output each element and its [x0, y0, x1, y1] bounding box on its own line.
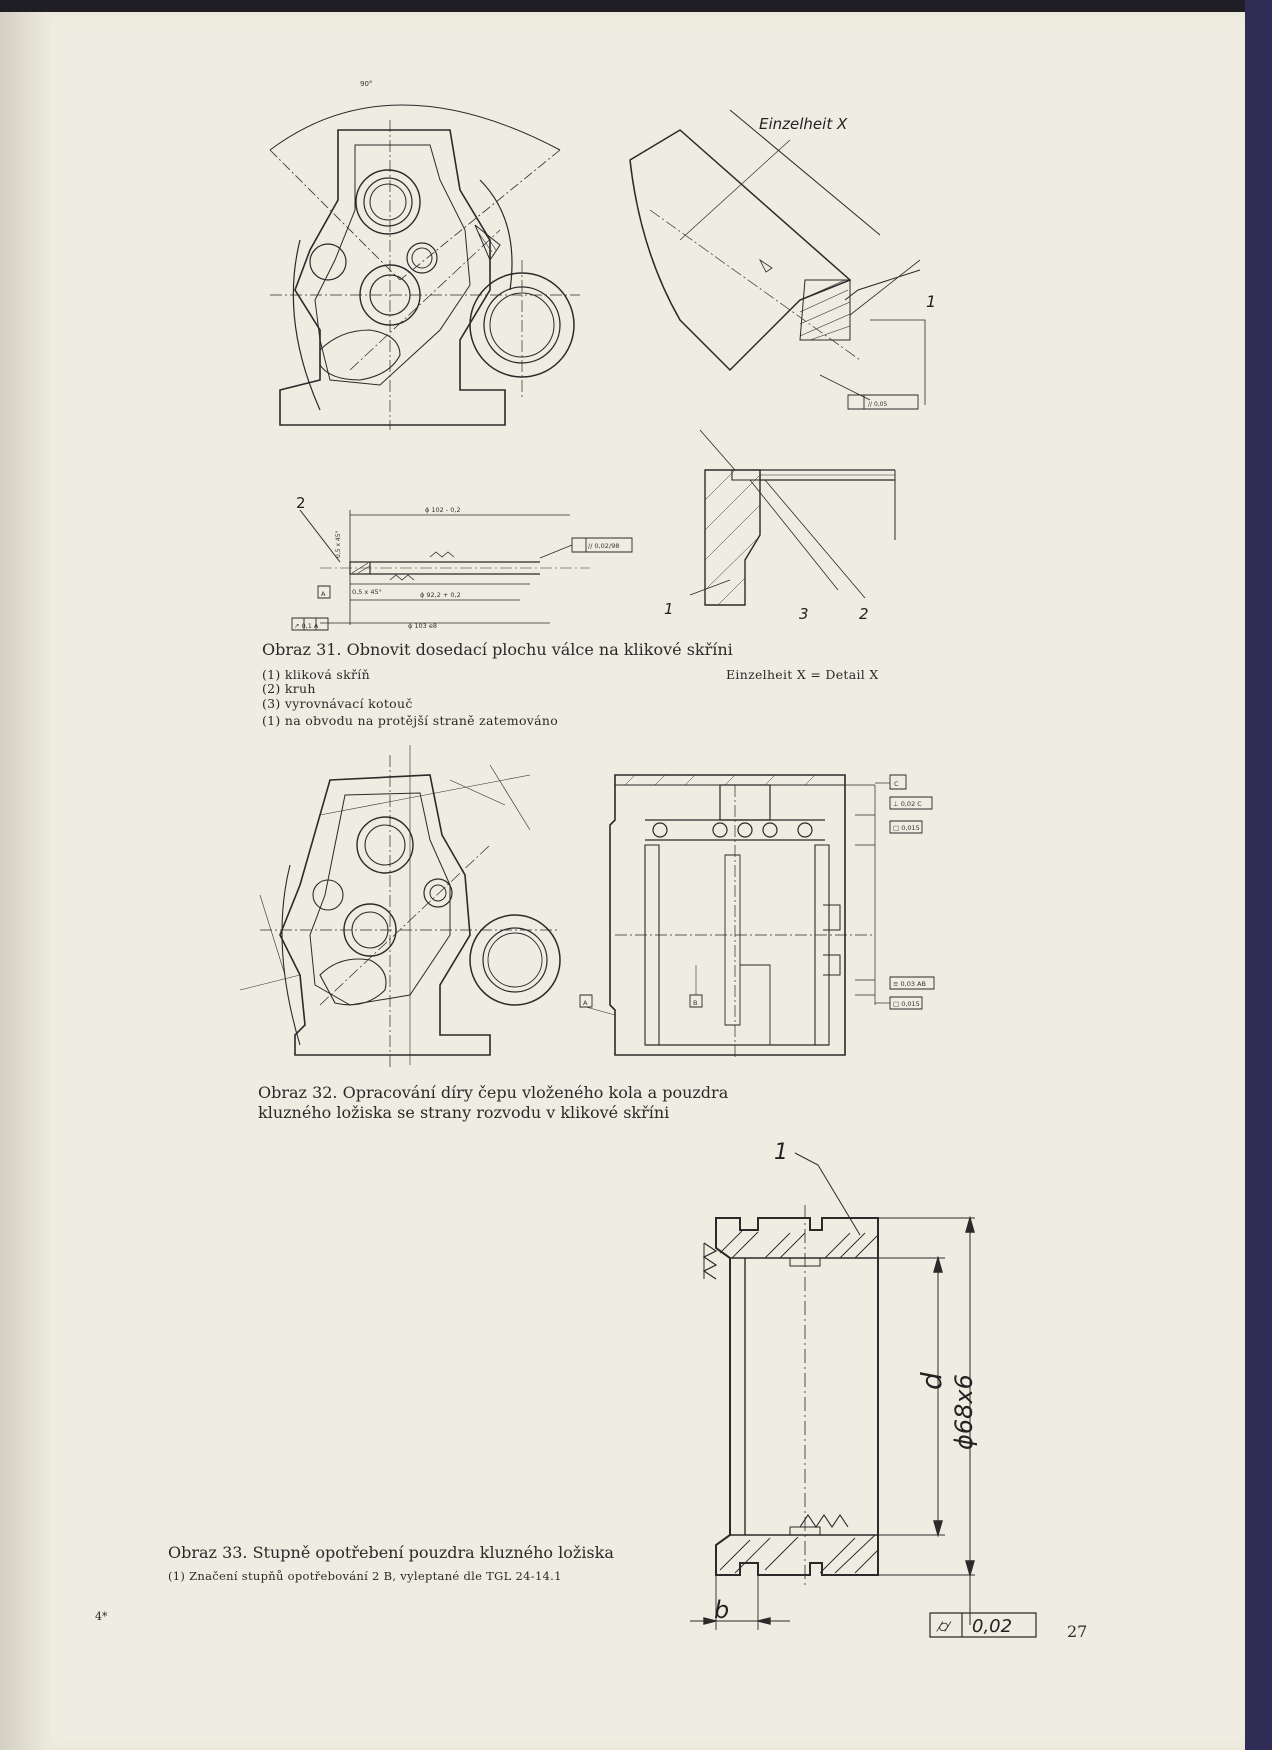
figure-31-item-1: (1) kliková skříň — [262, 667, 370, 682]
figure-31-item-3: (3) vyrovnávací kotouč — [262, 696, 413, 711]
dim-103: ϕ 103 e8 — [408, 622, 437, 630]
figure-31-note: Einzelheit X = Detail X — [726, 667, 879, 682]
figure-33-item: (1) Značení stupňů opotřebování 2 B, vyleptané dle TGL 24-14.1 — [168, 1569, 562, 1583]
tol-parallel: // 0,02/98 — [588, 542, 620, 550]
tol-perpendicular: ⊥ 0,02 C — [893, 800, 922, 808]
angle-label: 90° — [360, 80, 373, 88]
page-number: 27 — [1067, 1622, 1088, 1641]
callout-3-bottom: 3 — [799, 605, 809, 623]
datum-c: C — [894, 780, 899, 788]
dim-92: ϕ 92,2 + 0,2 — [420, 591, 461, 599]
dim-102: ϕ 102 - 0,2 — [425, 506, 461, 514]
datum-a-32: A — [583, 999, 588, 1007]
tol-symmetry: ≡ 0,03 AB — [893, 980, 926, 988]
tol-cylindricity-1: □ 0,015 — [893, 824, 920, 832]
detail-tolerance: // 0,05 — [868, 401, 888, 408]
tol-cylindricity-2: □ 0,015 — [893, 1000, 920, 1008]
callout-1-bottom: 1 — [664, 600, 674, 618]
dim-outer-diameter: ϕ68x6 — [950, 1374, 978, 1450]
callout-2-left: 2 — [296, 494, 306, 512]
figure-31-item-4: (1) na obvodu na protější straně zatemováno — [262, 713, 559, 728]
detail-title: Einzelheit X — [759, 115, 848, 133]
detail-x-drawing — [620, 100, 940, 410]
figure-33-callout-1: 1 — [774, 1140, 788, 1165]
callout-2-bottom: 2 — [859, 605, 869, 623]
figure-32-crankcase-drawing — [260, 745, 590, 1075]
tolerance-value: 0,02 — [972, 1616, 1013, 1637]
dim-chamfer-vertical: 0,5 x 45° — [335, 530, 342, 558]
book-cover-edge — [1245, 0, 1272, 1750]
figure-33-caption: Obraz 33. Stupně opotřebení pouzdra kluzného ložiska — [168, 1543, 614, 1562]
dim-d: d — [915, 1372, 948, 1390]
datum-a: A — [321, 590, 326, 598]
figure-31-item-2: (2) kruh — [262, 681, 316, 696]
tol-runout: ↗ 0,1 A — [294, 622, 319, 630]
figure-32-caption-line-2: kluzného ložiska se strany rozvodu v klikové skříni — [258, 1103, 670, 1122]
ring-section-drawing — [290, 500, 650, 640]
figure-31-caption: Obraz 31. Obnovit dosedací plochu válce na klikové skříni — [262, 640, 733, 659]
datum-b-32: B — [693, 999, 698, 1007]
bearing-sleeve-section-drawing — [575, 765, 935, 1065]
tolerance-symbol: ⌭ — [936, 1616, 949, 1637]
ring-detail-drawing — [690, 430, 910, 620]
dim-b: b — [714, 1596, 730, 1624]
detail-callout-1: 1 — [926, 292, 937, 311]
page-spine-shadow — [0, 12, 50, 1750]
dim-chamfer: 0,5 x 45° — [352, 588, 382, 596]
figure-32-caption-line-1: Obraz 32. Opracování díry čepu vloženého kola a pouzdra — [258, 1083, 729, 1102]
signature-mark: 4* — [95, 1610, 108, 1623]
figure-31-crankcase-drawing — [260, 80, 660, 480]
